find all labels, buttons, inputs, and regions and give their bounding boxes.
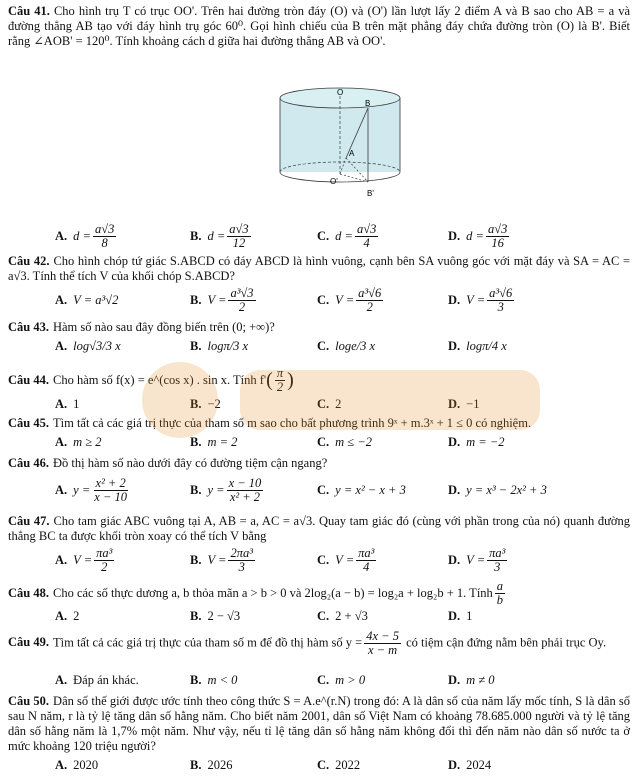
question-47: Câu 47. Cho tam giác ABC vuông tại A, AB = a, AC = a√3. Quay tam giác đó (cùng với phần trong của nó) quanh đường thẳng BC ta được khối tròn xoay có thể tích V bằng: [8, 514, 630, 543]
option-d[interactable]: D. m ≠ 0: [448, 672, 495, 687]
question-50: Câu 50. Dân số thế giới được ước tính theo công thức S = A.e^(r.N) trong đó: A là dân số của năm lấy mốc tính, S là dân số sau N năm, r là tỷ lệ tăng dân số hằng năm. Cho biết năm 2001, dân số Việt Nam có khoảng 78.685.000 người và tỷ lệ tăng dân số hằng năm là 1,7% một năm. Như vậy, nếu tỉ lệ tăng dân số hằng năm không đổi thì đến năm nào dân số nước ta ở mức khoảng 120 triệu người?: [8, 694, 630, 753]
label-b-prime: B': [367, 189, 374, 198]
option-d[interactable]: D. V = $\frac{\text{a³√6}}{3}$: [448, 285, 513, 314]
option-b[interactable]: B. V = $\frac{\text{2πa³}}{3}$: [190, 545, 253, 574]
question-44: Câu 44. Cho hàm số f(x) = e^(cos x) . sin x. Tính f' ( $\frac{\pi}{2}$ ): [8, 365, 294, 394]
option-c[interactable]: C. V = $\frac{\text{a³√6}}{2}$: [317, 285, 382, 314]
question-43: Câu 43. Hàm số nào sau đây đồng biến trên (0; +∞)?: [8, 320, 275, 334]
option-b[interactable]: B. y = $\frac{x - 10}{\text{x² + 2}}$: [190, 475, 262, 504]
option-b[interactable]: B. m < 0: [190, 672, 238, 687]
label-a: A: [349, 149, 355, 158]
option-c[interactable]: C. m ≤ −2: [317, 434, 372, 449]
option-d[interactable]: D. m = −2: [448, 434, 505, 449]
option-d[interactable]: D. d = $\frac{a√3}{16}$: [448, 221, 508, 250]
option-d[interactable]: D. 1: [448, 608, 473, 623]
option-a[interactable]: A. V = $\frac{\text{πa³}}{2}$: [55, 545, 113, 574]
option-d[interactable]: D. V = $\frac{\text{πa³}}{3}$: [448, 545, 506, 574]
option-c[interactable]: C. m > 0: [317, 672, 366, 687]
option-b[interactable]: B. 2026: [190, 757, 233, 772]
options-47: [55, 544, 635, 576]
segment-ob: [340, 174, 368, 182]
option-a[interactable]: A. y = $\frac{\text{x² + 2}}{x - 10}$: [55, 475, 127, 504]
option-d[interactable]: D. 2024: [448, 757, 492, 772]
option-b[interactable]: B. d = $\frac{a√3}{12}$: [190, 221, 249, 250]
option-c[interactable]: C. d = $\frac{a√3}{4}$: [317, 221, 377, 250]
option-a[interactable]: A. Đáp án khác.: [55, 672, 139, 687]
options-45: [55, 432, 635, 452]
option-a[interactable]: A. V = a³√2: [55, 292, 119, 307]
option-b[interactable]: B. 2 − √3: [190, 608, 241, 623]
question-41: [8, 4, 630, 49]
question-48: Câu 48. Cho các số thực dương a, b thỏa mãn a > b > 0 và 2log₂(a − b) = log₂a + log₂b + 1. Tính $\frac{a}{b}$: [8, 578, 504, 607]
cylinder-body: [280, 98, 400, 172]
option-b[interactable]: B. logπ/3 x: [190, 338, 249, 353]
question-45: Câu 45. Tìm tất cả các giá trị thực của tham số m sao cho bất phương trình 9ˣ + m.3ˣ + 1 ≤ 0 có nghiệm.: [8, 416, 532, 430]
option-c[interactable]: C. V = $\frac{\text{πa³}}{4}$: [317, 545, 375, 574]
options-48: [55, 606, 635, 626]
option-a[interactable]: A. 2020: [55, 757, 99, 772]
cylinder-figure: [270, 86, 410, 210]
option-c[interactable]: C. 2 + √3: [317, 608, 368, 623]
option-a[interactable]: A. d = $\frac{a√3}{8}$: [55, 221, 115, 250]
question-number: Câu 41.: [8, 4, 50, 18]
option-c[interactable]: C. 2: [317, 396, 342, 411]
option-a[interactable]: A. log√3/3 x: [55, 338, 121, 353]
question-49: Câu 49. Tìm tất cả các giá trị thực của tham số m để đồ thị hàm số y = $\frac{4x - 5}{x - m}$ có tiệm cận đứng nằm bên phải trục Oy.: [8, 629, 607, 657]
option-d[interactable]: D. −1: [448, 396, 480, 411]
option-a[interactable]: A. 1: [55, 396, 80, 411]
options-49: [55, 670, 635, 690]
label-o: O: [337, 88, 344, 97]
options-44: [55, 394, 635, 414]
option-c[interactable]: C. 2022: [317, 757, 361, 772]
options-50: [55, 756, 635, 774]
option-d[interactable]: D. y = x³ − 2x² + 3: [448, 482, 547, 497]
options-43: [55, 334, 635, 358]
option-d[interactable]: D. logπ/4 x: [448, 338, 507, 353]
option-b[interactable]: B. −2: [190, 396, 221, 411]
question-46: Câu 46. Đồ thị hàm số nào dưới đây có đường tiệm cận ngang?: [8, 456, 328, 470]
options-41: [55, 220, 635, 252]
option-b[interactable]: B. m = 2: [190, 434, 238, 449]
option-c[interactable]: C. loge/3 x: [317, 338, 376, 353]
question-42: Câu 42. Cho hình chóp tứ giác S.ABCD có đáy ABCD là hình vuông, cạnh bên SA vuông góc với mặt đáy và SA = AC = a√3. Tính thể tích V của khối chóp S.ABCD?: [8, 254, 630, 283]
option-a[interactable]: A. 2: [55, 608, 80, 623]
option-c[interactable]: C. y = x² − x + 3: [317, 482, 406, 497]
label-b: B: [365, 99, 371, 108]
options-42: [55, 284, 635, 316]
label-o-prime: O': [330, 177, 338, 186]
option-a[interactable]: A. m ≥ 2: [55, 434, 102, 449]
option-b[interactable]: B. V = $\frac{\text{a³√3}}{2}$: [190, 285, 254, 314]
options-46: [55, 474, 635, 506]
question-stem: Cho hình trụ T có trục OO'. Trên hai đường tròn đáy (O) và (O') lần lượt lấy 2 điểm A và B sao cho AB = a và đường thẳng AB tạo với đáy hình trụ góc 60⁰. Gọi hình chiếu của B trên mặt phẳng đáy chứa đường tròn (O) là B'. Biết rằng ∠AOB' = 120⁰. Tính khoảng cách d giữa hai đường thẳng AB và OO'.: [8, 4, 630, 48]
